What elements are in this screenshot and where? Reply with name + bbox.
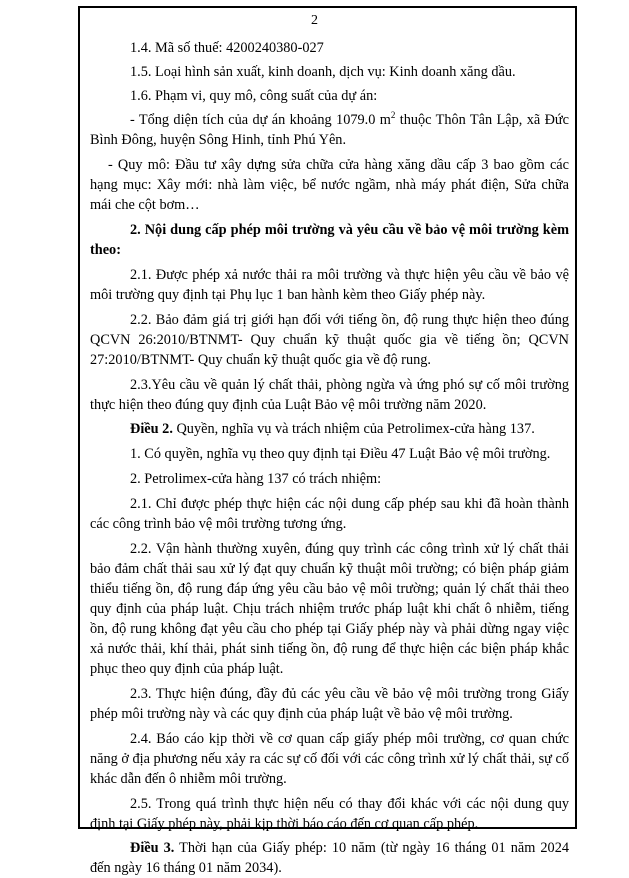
responsibilities-paragraph: 2. Petrolimex-cửa hàng 137 có trách nhiệm:	[130, 471, 382, 487]
rights-paragraph: 1. Có quyền, nghĩa vụ theo quy định tại Điều 47 Luật Bảo vệ môi trường.	[130, 446, 551, 462]
article-2-heading: Điều 2. Quyền, nghĩa vụ và trách nhiệm của Petrolimex-cửa hàng 137.	[130, 421, 535, 437]
scale-paragraph: - Quy mô: Đầu tư xây dựng sửa chữa cửa hàng xăng dầu cấp 3 bao gồm các hạng mục: Xây mới: nhà làm việc, bể nước ngầm, nhà máy phát điện, Sửa chữa mái che cột bơm…	[90, 157, 569, 213]
wastewater-paragraph: 2.1. Được phép xả nước thải ra môi trường và thực hiện yêu cầu về bảo vệ môi trường quy định tại Phụ lục 1 ban hành kèm theo Giấy phép này.	[90, 267, 569, 303]
section-2-heading: 2. Nội dung cấp phép môi trường và yêu cầu về bảo vệ môi trường kèm theo:	[90, 222, 569, 258]
waste-management-paragraph: 2.3.Yêu cầu về quản lý chất thải, phòng ngừa và ứng phó sự cố môi trường thực hiện theo đúng quy định của Luật Bảo vệ môi trường năm 2020.	[90, 377, 569, 413]
reporting-paragraph: 2.4. Báo cáo kịp thời về cơ quan cấp giấy phép môi trường, cơ quan chức năng ở địa phương nếu xảy ra các sự cố đối với các công trình xử lý chất thải, sự cố khác dẫn đến ô nhiễm môi trường.	[90, 731, 569, 787]
compliance-paragraph: 2.3. Thực hiện đúng, đầy đủ các yêu cầu về bảo vệ môi trường trong Giấy phép môi trường này và các quy định của pháp luật về bảo vệ môi trường.	[90, 686, 569, 722]
document-body	[90, 38, 569, 878]
page-number: 2	[311, 13, 318, 28]
area-paragraph: - Tổng diện tích của dự án khoảng 1079.0 $m^2$ thuộc Thôn Tân Lập, xã Đức Bình Đông, huyện Sông Hinh, tỉnh Phú Yên.	[90, 110, 569, 148]
scope-paragraph: 1.6. Phạm vi, quy mô, công suất của dự án:	[130, 88, 378, 104]
operation-paragraph: 2.2. Vận hành thường xuyên, đúng quy trình các công trình xử lý chất thải bảo đảm chất thải sau xử lý đạt quy chuẩn kỹ thuật môi trường; có biện pháp giảm thiểu tiếng ồn, độ rung đáp ứng yêu cầu bảo vệ môi trường; quản lý chất thải theo quy định của pháp luật. Chịu trách nhiệm trước pháp luật khi chất ô nhiễm, tiếng ồn, độ rung không đạt yêu cầu cho phép tại Giấy phép này và phải dừng ngay việc xả nước thải, khí thải, phát sinh tiếng ồn, độ rung để thực hiện các biện pháp khắc phục theo quy định của pháp luật.	[90, 541, 569, 677]
changes-paragraph: 2.5. Trong quá trình thực hiện nếu có thay đổi khác với các nội dung quy định tại Giấy phép này, phải kịp thời báo cáo đến cơ quan cấp phép.	[90, 796, 569, 832]
article-3-paragraph: Điều 3. Thời hạn của Giấy phép: 10 năm (từ ngày 16 tháng 01 năm 2024 đến ngày 16 tháng 01 năm 2034).	[90, 840, 569, 876]
noise-limits-paragraph: 2.2. Bảo đảm giá trị giới hạn đối với tiếng ồn, độ rung thực hiện theo đúng QCVN 26:2010/BTNMT- Quy chuẩn kỹ thuật quốc gia về tiếng ồn; QCVN 27:2010/BTNMT- Quy chuẩn kỹ thuật quốc gia về độ rung.	[90, 312, 569, 368]
tax-code-paragraph: 1.4. Mã số thuế: 4200240380-027	[130, 40, 324, 56]
business-type-paragraph: 1.5. Loại hình sản xuất, kinh doanh, dịch vụ: Kinh doanh xăng dầu.	[130, 64, 516, 80]
permit-condition-paragraph: 2.1. Chỉ được phép thực hiện các nội dung cấp phép sau khi đã hoàn thành các công trình bảo vệ môi trường tương ứng.	[90, 496, 569, 532]
